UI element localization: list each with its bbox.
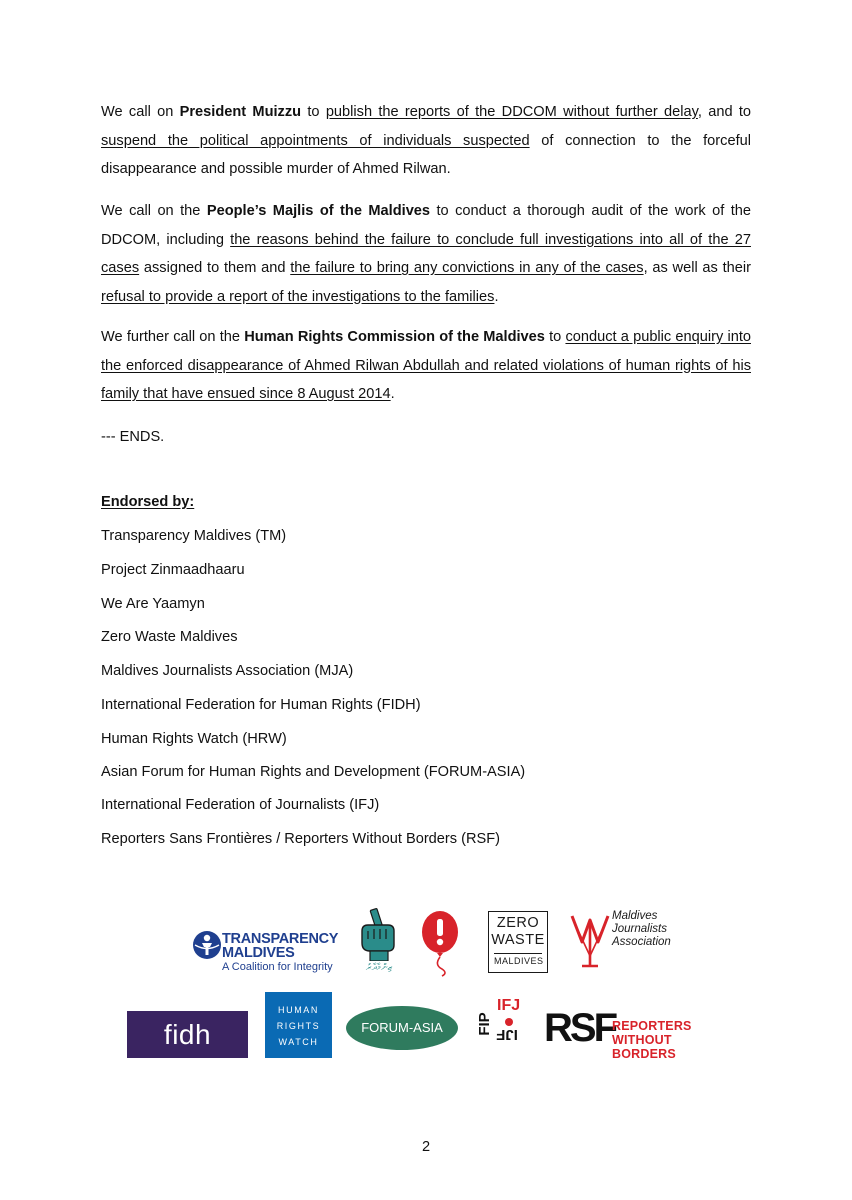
fidh-logo: fidh — [127, 1011, 248, 1058]
endorser-item: Maldives Journalists Association (MJA) — [101, 663, 354, 679]
tm-line2: MALDIVES — [222, 945, 295, 961]
endorser-item: Zero Waste Maldives — [101, 629, 238, 645]
text: assigned to them and — [139, 260, 291, 276]
endorser-item: We Are Yaamyn — [101, 596, 205, 612]
hrw-line1: HUMAN — [278, 1005, 319, 1015]
underlined-text: conduct a public enquiry into the enforced disappearance of Ahmed Rilwan Abdullah and related violations of human rights of his family that have ensued since 8 August 2014 — [101, 329, 751, 402]
underlined-text: refusal to provide a report of the investigations to the families — [101, 288, 495, 305]
red-balloon-icon — [416, 909, 464, 977]
text: to — [301, 104, 326, 120]
hrw-logo — [265, 992, 332, 1058]
endorser-item: International Federation of Journalists (IFJ) — [101, 797, 380, 813]
underlined-text: the reasons behind the failure to conclude full investigations into all of the 27 cases — [101, 231, 751, 276]
mja-emblem-icon — [568, 908, 612, 972]
raised-fist-pen-icon — [352, 907, 404, 961]
rsf-line2: WITHOUT BORDERS — [612, 1033, 676, 1061]
zw-line3: MALDIVES — [494, 953, 542, 968]
ifj-logo — [473, 996, 531, 1060]
paragraph-president-muizzu — [101, 98, 751, 184]
text: We further call on the — [101, 329, 245, 345]
rsf-line1: REPORTERS — [612, 1019, 692, 1033]
endorser-item: Project Zinmaadhaaru — [101, 562, 245, 578]
transparency-maldives-logo — [190, 928, 340, 976]
ifj-side2: IJF — [496, 1026, 518, 1043]
zinmaadhaaru-logo — [352, 907, 404, 977]
paragraph-human-rights-commission — [101, 323, 751, 409]
text: to — [544, 329, 566, 345]
mja-line1: Maldives — [612, 910, 658, 922]
text: . — [494, 288, 499, 305]
endorser-item: International Federation for Human Rights (FIDH) — [101, 697, 421, 713]
tm-line1: TRANSPARENCY — [222, 931, 339, 947]
text: , as well as their — [643, 260, 751, 276]
hrw-line3: WATCH — [278, 1037, 319, 1047]
hrw-line2: RIGHTS — [276, 1021, 321, 1031]
zw-line2: WASTE — [491, 932, 545, 948]
bold-name: President Muizzu — [179, 104, 302, 120]
we-are-yaamyn-logo — [416, 909, 464, 977]
globe-person-icon — [192, 930, 222, 960]
zw-line1: ZERO — [496, 915, 540, 931]
bold-name: Human Rights Commission of the Maldives — [244, 329, 545, 345]
endorser-item: Reporters Sans Frontières / Reporters Without Borders (RSF) — [101, 831, 501, 847]
endorsed-heading: Endorsed by: — [101, 494, 195, 510]
mja-logo — [568, 908, 678, 974]
endorser-item: Transparency Maldives (TM) — [101, 528, 287, 544]
text: , and to — [697, 104, 752, 120]
ifj-dot-icon — [503, 1016, 515, 1028]
rsf-mark: RSF — [544, 1006, 615, 1050]
text: We call on — [101, 104, 180, 120]
text: . — [390, 386, 395, 402]
text: to conduct a thorough audit of the work of the DDCOM, including — [101, 203, 752, 248]
forum-asia-logo: FORUM-ASIA — [346, 1006, 458, 1050]
zero-waste-maldives-logo — [488, 911, 548, 973]
endorser-item: Asian Forum for Human Rights and Development (FORUM-ASIA) — [101, 764, 526, 780]
tm-tagline: A Coalition for Integrity — [222, 961, 333, 973]
mja-line3: Association — [612, 936, 671, 948]
bold-name: People’s Majlis of the Maldives — [206, 203, 431, 219]
endorser-item: Human Rights Watch (HRW) — [101, 731, 287, 747]
rsf-logo — [544, 1006, 724, 1061]
ends-marker: --- ENDS. — [101, 429, 165, 445]
zinmaadhaaru-script: ޒިންމާދާރު — [365, 962, 393, 973]
text: We call on the — [101, 203, 207, 219]
underlined-text: the failure to bring any convictions in any of the cases — [290, 260, 644, 276]
underlined-text: publish the reports of the DDCOM without further delay — [325, 104, 698, 120]
text: of connection to the forceful disappearance and possible murder of Ahmed Rilwan. — [101, 132, 751, 177]
paragraph-peoples-majlis — [101, 197, 751, 311]
page-number: 2 — [421, 1139, 431, 1155]
underlined-text: suspend the political appointments of individuals suspected — [101, 132, 530, 149]
mja-line2: Journalists — [612, 923, 667, 935]
ifj-side1: FIP — [476, 1012, 493, 1036]
ifj-top: IFJ — [497, 997, 521, 1014]
